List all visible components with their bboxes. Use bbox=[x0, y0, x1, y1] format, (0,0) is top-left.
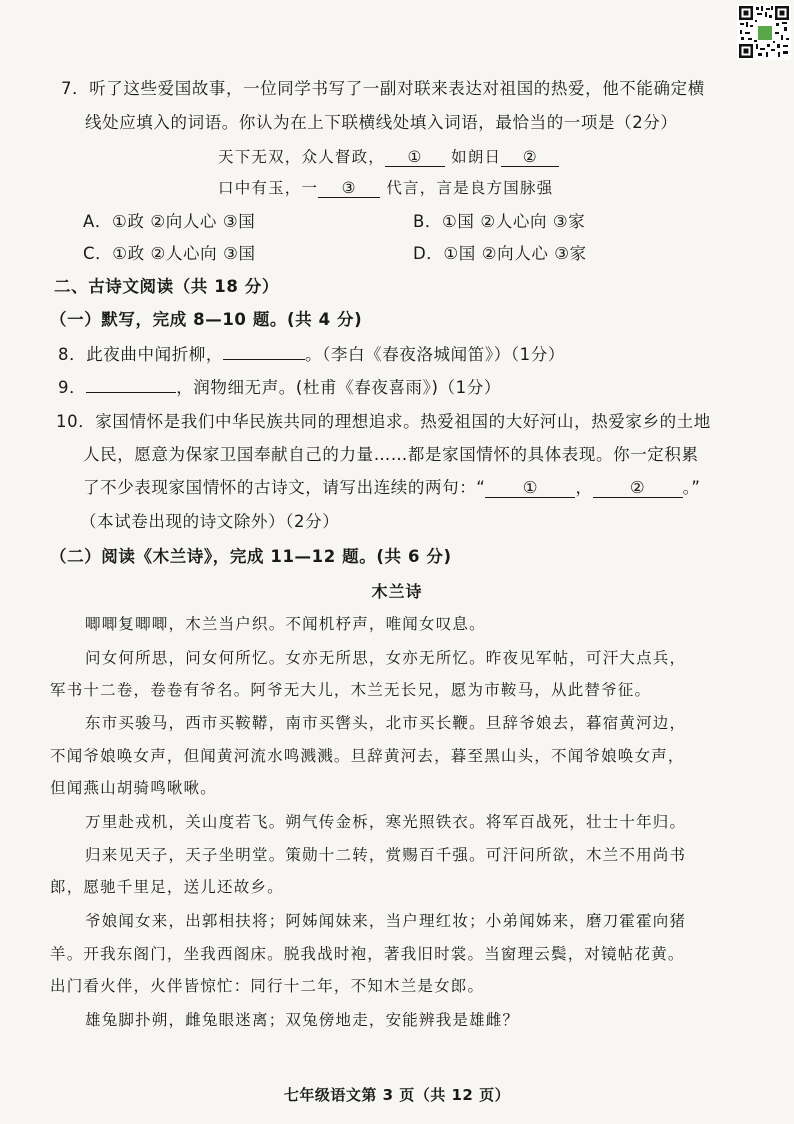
couplet-blank-3: ③ bbox=[318, 179, 380, 198]
poem-line: 爷娘闻女来，出郭相扶将；阿姊闻妹来，当户理红妆；小弟闻姊来，磨刀霍霍向猪 bbox=[85, 912, 687, 930]
section-2-heading: 二、古诗文阅读（共 18 分） bbox=[54, 277, 279, 296]
q9-blank[interactable] bbox=[86, 392, 176, 393]
q9-text-b: ，润物细无声。(杜甫《春夜喜雨》)（1分） bbox=[176, 378, 501, 397]
poem-line: 不闻爷娘唤女声，但闻黄河流水鸣溅溅。旦辞黄河去，暮至黑山头，不闻爷娘唤女声， bbox=[50, 747, 685, 765]
q10-line-4: （本试卷出现的诗文除外）（2分） bbox=[80, 512, 340, 531]
page-footer: 七年级语文第 3 页（共 12 页） bbox=[283, 1086, 511, 1104]
qr-logo-icon bbox=[757, 25, 773, 41]
couplet-blank-2: ② bbox=[501, 148, 559, 167]
couplet-lower-text-a: 口中有玉，一 bbox=[218, 179, 319, 197]
q10-line-3 bbox=[83, 474, 701, 498]
couplet-lower-text-b: 代言，言是良方国脉强 bbox=[386, 179, 554, 197]
q8-text-a: 8．此夜曲中闻折柳， bbox=[58, 345, 223, 364]
poem-title: 木兰诗 bbox=[371, 582, 423, 601]
q10-comma: ， bbox=[575, 478, 593, 497]
section-2-sub-1: （一）默写，完成 8—10 题。(共 4 分) bbox=[50, 310, 363, 329]
poem-line: 羊。开我东阁门，坐我西阁床。脱我战时袍，著我旧时裳。当窗理云鬓，对镜帖花黄。 bbox=[50, 945, 685, 963]
q10-blank-2[interactable]: ② bbox=[593, 479, 683, 498]
couplet-blank-1: ① bbox=[385, 148, 445, 167]
q9 bbox=[58, 374, 501, 398]
poem-line: 但闻燕山胡骑鸣啾啾。 bbox=[50, 779, 218, 797]
q9-text-a: 9． bbox=[58, 378, 87, 397]
poem-line: 军书十二卷，卷卷有爷名。阿爷无大儿，木兰无长兄，愿为市鞍马，从此替爷征。 bbox=[50, 681, 652, 699]
poem-line: 归来见天子，天子坐明堂。策勋十二转，赏赐百千强。可汗问所欲，木兰不用尚书 bbox=[85, 846, 687, 864]
couplet-upper-text-a: 天下无双，众人督政， bbox=[218, 148, 386, 166]
couplet-upper-text-b: 如朗日 bbox=[451, 148, 502, 166]
q7-option-a: A．①政 ②向人心 ③国 bbox=[83, 212, 256, 231]
q10-line-3-text: 了不少表现家国情怀的古诗文，请写出连续的两句：“ bbox=[83, 478, 486, 497]
poem-line: 万里赴戎机，关山度若飞。朔气传金柝，寒光照铁衣。将军百战死，壮士十年归。 bbox=[85, 813, 687, 831]
qr-code bbox=[737, 4, 791, 60]
section-2-sub-2: （二）阅读《木兰诗》，完成 11—12 题。(共 6 分) bbox=[50, 547, 452, 566]
q10-line-2: 人民，愿意为保家卫国奉献自己的力量……都是家国情怀的具体表现。你一定积累 bbox=[83, 445, 699, 464]
q8 bbox=[58, 341, 565, 365]
q7-line-2: 线处应填入的词语。你认为在上下联横线处填入词语，最恰当的一项是（2分） bbox=[85, 113, 678, 132]
q10-line-1: 10．家国情怀是我们中华民族共同的理想追求。热爱祖国的大好河山，热爱家乡的土地 bbox=[56, 412, 711, 431]
q7-option-c: C．①政 ②人心向 ③国 bbox=[83, 244, 256, 263]
couplet-upper bbox=[218, 145, 559, 167]
poem-line: 雄兔脚扑朔，雌兔眼迷离；双兔傍地走，安能辨我是雄雌？ bbox=[85, 1011, 520, 1029]
poem-line: 东市买骏马，西市买鞍鞯，南市买辔头，北市买长鞭。旦辞爷娘去，暮宿黄河边， bbox=[85, 714, 687, 732]
q8-text-b: 。（李白《春夜洛城闻笛》）（1分） bbox=[305, 345, 565, 364]
q10-end: 。” bbox=[682, 478, 701, 497]
q8-blank[interactable] bbox=[223, 359, 305, 360]
poem-line: 唧唧复唧唧，木兰当户织。不闻机杼声，唯闻女叹息。 bbox=[85, 615, 486, 633]
q7-option-b: B．①国 ②人心向 ③家 bbox=[413, 212, 586, 231]
poem-line: 郎，愿驰千里足，送儿还故乡。 bbox=[50, 878, 284, 896]
q7-line-1: 7．听了这些爱国故事，一位同学书写了一副对联来表达对祖国的热爱，他不能确定横 bbox=[61, 79, 705, 98]
q7-option-d: D．①国 ②向人心 ③家 bbox=[413, 244, 587, 263]
q10-blank-1[interactable]: ① bbox=[485, 479, 575, 498]
couplet-lower bbox=[218, 176, 553, 198]
poem-line: 出门看火伴，火伴皆惊忙：同行十二年，不知木兰是女郎。 bbox=[50, 977, 485, 995]
poem-line: 问女何所思，问女何所忆。女亦无所思，女亦无所忆。昨夜见军帖，可汗大点兵， bbox=[85, 649, 687, 667]
